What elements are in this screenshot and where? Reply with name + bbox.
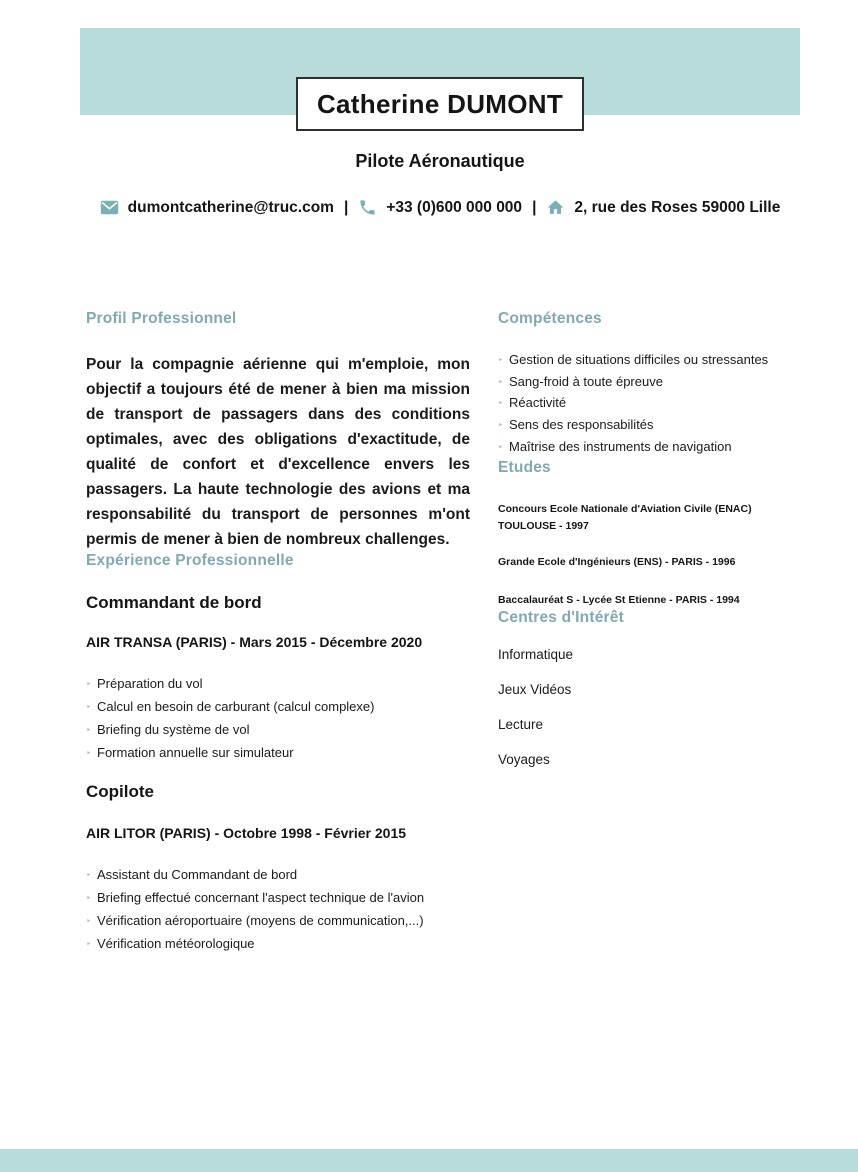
right-column xyxy=(498,310,816,767)
list-item xyxy=(86,696,470,719)
left-column xyxy=(86,310,470,956)
contact-separator: | xyxy=(532,198,537,216)
bullet-icon: ‣ xyxy=(86,679,92,689)
list-item xyxy=(86,719,470,742)
list-item xyxy=(498,415,816,437)
list-item xyxy=(86,673,470,696)
skill-text: Sang-froid à toute épreuve xyxy=(509,373,663,389)
skill-text: Maîtrise des instruments de navigation xyxy=(509,438,732,454)
bullet-icon: ‣ xyxy=(86,916,92,926)
bullet-icon: ‣ xyxy=(498,441,504,452)
bullet-text: Vérification aéroportuaire (moyens de communication,...) xyxy=(97,913,424,928)
section-heading-experience: Expérience Professionnelle xyxy=(86,552,294,569)
list-item xyxy=(86,864,470,887)
education-entry xyxy=(498,592,816,609)
list-item xyxy=(498,437,816,459)
bullet-icon: ‣ xyxy=(86,702,92,712)
bullet-text: Briefing effectué concernant l'aspect technique de l'avion xyxy=(97,890,425,905)
phone-icon xyxy=(358,198,377,217)
candidate-name: Catherine DUMONT xyxy=(316,88,564,119)
bullet-text: Briefing du système de vol xyxy=(97,722,250,737)
skill-text: Gestion de situations difficiles ou stressantes xyxy=(509,352,769,367)
education-line: Grande Ecole d'Ingénieurs (ENS) - PARIS - 1996 xyxy=(498,555,736,568)
bullet-icon: ‣ xyxy=(86,870,92,880)
education-line: TOULOUSE - 1997 xyxy=(498,519,589,532)
section-heading-interests: Centres d'Intérêt xyxy=(498,608,624,626)
bullet-text: Formation annuelle sur simulateur xyxy=(97,745,294,760)
education-line: Concours Ecole Nationale d'Aviation Civile (ENAC) xyxy=(498,502,752,515)
job-title: Pilote Aéronautique xyxy=(355,151,525,171)
job-bullet-list-1 xyxy=(86,673,470,765)
contact-email: dumontcatherine@truc.com xyxy=(127,198,334,216)
contact-line xyxy=(0,198,858,217)
bullet-icon: ‣ xyxy=(498,376,504,387)
education-entry xyxy=(498,554,816,571)
bullet-icon: ‣ xyxy=(86,893,92,903)
skill-text: Sens des responsabilités xyxy=(509,417,654,433)
list-item xyxy=(86,933,470,956)
interest-item: Lecture xyxy=(498,716,544,732)
education-entry xyxy=(498,501,816,535)
list-item xyxy=(86,910,470,933)
home-icon xyxy=(546,198,565,217)
interest-item: Informatique xyxy=(498,646,574,662)
bullet-icon: ‣ xyxy=(86,939,92,949)
profile-text: Pour la compagnie aérienne qui m'emploie, mon objectif a toujours été de mener à bien ma mission de transport de passagers dans des conditions optimales, avec des obligations d'exactitude, de qualité de confort et d'excellence envers les passagers. La haute technologie des avions et ma responsabilité du transport de personnes m'ont permis de mener à bien de nombreux challenges. xyxy=(86,356,470,548)
bullet-icon: ‣ xyxy=(498,398,504,409)
bullet-text: Assistant du Commandant de bord xyxy=(97,867,298,882)
interest-item: Voyages xyxy=(498,751,550,767)
bullet-icon: ‣ xyxy=(86,748,92,758)
job-company-line-2: AIR LITOR (PARIS) - Octobre 1998 - Février 2015 xyxy=(86,825,407,841)
job-bullet-list-2 xyxy=(86,864,470,956)
email-icon xyxy=(100,198,119,217)
bullet-icon: ‣ xyxy=(498,420,504,431)
contact-address: 2, rue des Roses 59000 Lille xyxy=(574,198,781,216)
list-item xyxy=(498,372,816,394)
list-item xyxy=(498,393,816,415)
interest-item: Jeux Vidéos xyxy=(498,681,572,697)
list-item xyxy=(86,742,470,765)
job-title-2: Copilote xyxy=(86,782,154,801)
name-box xyxy=(296,77,584,131)
contact-phone: +33 (0)600 000 000 xyxy=(386,198,523,216)
list-item xyxy=(86,887,470,910)
bullet-icon: ‣ xyxy=(498,355,504,365)
bullet-text: Calcul en besoin de carburant (calcul complexe) xyxy=(97,699,375,714)
list-item xyxy=(498,350,816,372)
contact-separator: | xyxy=(343,198,349,216)
skill-text: Réactivité xyxy=(509,395,567,411)
job-company-line-1: AIR TRANSA (PARIS) - Mars 2015 - Décembre 2020 xyxy=(86,634,423,650)
job-title-1: Commandant de bord xyxy=(86,593,262,612)
bullet-text: Vérification météorologique xyxy=(97,936,255,951)
bullet-icon: ‣ xyxy=(86,725,92,735)
section-heading-profile: Profil Professionnel xyxy=(86,310,237,327)
footer-band xyxy=(0,1149,858,1172)
bullet-text: Préparation du vol xyxy=(97,676,203,691)
section-heading-skills: Compétences xyxy=(498,310,602,327)
education-line: Baccalauréat S - Lycée St Etienne - PARIS - 1994 xyxy=(498,593,740,606)
section-heading-education: Etudes xyxy=(498,458,551,476)
skills-list xyxy=(498,350,816,459)
